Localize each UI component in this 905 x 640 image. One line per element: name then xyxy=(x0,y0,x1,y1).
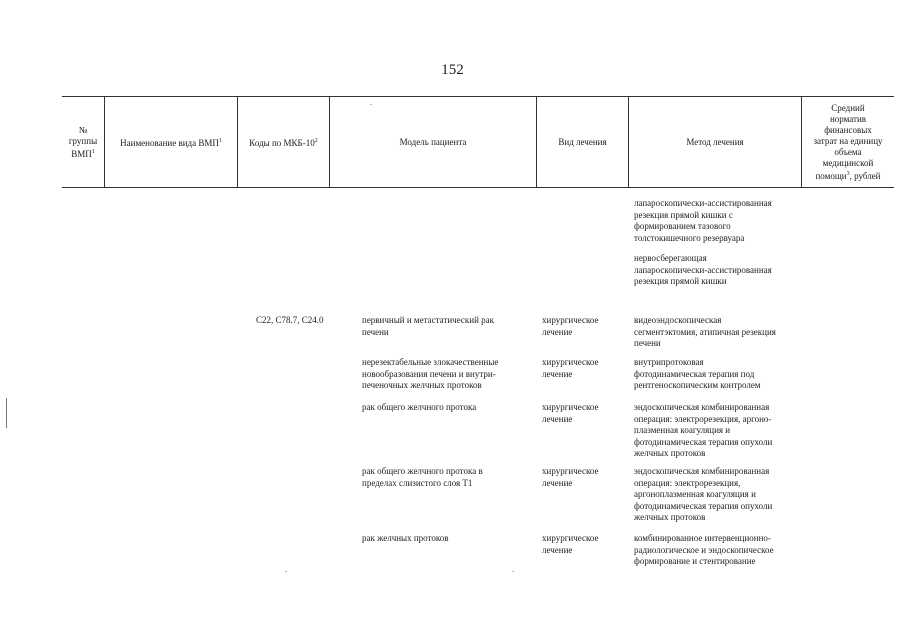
text-line: лечение xyxy=(542,326,573,337)
text-line: печени xyxy=(634,338,661,348)
footnote-mark: 2 xyxy=(314,137,318,144)
text-line: нервосберегающая xyxy=(634,253,707,263)
text-line: фотодинамическая терапия под xyxy=(634,368,755,379)
text-line: лапароскопически-ассистированная xyxy=(634,264,772,275)
header-group-number-line: № xyxy=(78,124,88,135)
text-line: плазменная коагуляция и xyxy=(634,425,731,435)
header-group-number-line: группы xyxy=(68,135,98,146)
text-line: рак желчных протоков xyxy=(362,533,449,543)
header-treatment-method-text: Метод лечения xyxy=(686,136,744,147)
method-cell xyxy=(634,466,772,524)
text-line: фотодинамическая терапия опухоли xyxy=(634,436,773,447)
text-line: фотодинамическая терапия опухоли xyxy=(634,500,773,511)
method-cell xyxy=(634,315,776,350)
text-line: хирургическое xyxy=(542,357,599,367)
text-line: лапароскопически-ассистированная xyxy=(634,198,772,208)
patient-model-cell xyxy=(362,357,498,392)
scan-speck xyxy=(512,571,514,572)
text-line: хирургическое xyxy=(542,466,599,476)
footnote-mark: 3 xyxy=(846,170,850,177)
text-line: печени xyxy=(362,326,389,337)
method-cell xyxy=(634,198,772,244)
icd-codes-cell: C22, C78.7, C24.0 xyxy=(256,315,324,325)
text-line: нерезектабельные злокачественные xyxy=(362,357,499,367)
header-avg-norm-line: медицинской xyxy=(822,157,874,168)
header-vmp-name-text: Наименование вида ВМП xyxy=(120,137,219,148)
treatment-type-cell xyxy=(542,466,598,489)
text-line: желчных протоков xyxy=(634,448,706,458)
header-avg-norm-line: финансовых xyxy=(824,124,872,135)
text-line: лечение xyxy=(542,368,573,379)
text-line: формированием тазового xyxy=(634,221,731,231)
scan-speck xyxy=(370,104,372,105)
text-line: толстокишечного резервуара xyxy=(634,232,745,243)
text-line: формирование и стентирование xyxy=(634,556,756,566)
text-line: резекция прямой кишки xyxy=(634,276,727,286)
patient-model-cell xyxy=(362,315,494,338)
method-cell xyxy=(634,253,772,288)
text-line: лечение xyxy=(542,477,573,488)
text-line: первичный и метастатический рак xyxy=(362,315,495,325)
treatment-type-cell xyxy=(542,402,598,425)
method-cell xyxy=(634,533,774,568)
patient-model-cell xyxy=(362,402,476,414)
footnote-mark: 1 xyxy=(218,137,222,144)
method-cell xyxy=(634,402,772,460)
treatment-type-cell xyxy=(542,533,598,556)
text-line: эндоскопическая комбинированная xyxy=(634,466,770,476)
patient-model-cell xyxy=(362,533,449,545)
footnote-mark: 1 xyxy=(91,148,95,155)
treatment-type-cell xyxy=(542,357,598,380)
text-line: видеоэндоскопическая xyxy=(634,315,722,325)
header-treatment-type-text: Вид лечения xyxy=(558,136,607,147)
text-line: радиологическое и эндоскопическое xyxy=(634,544,774,555)
header-avg-norm-line: затрат на единицу xyxy=(813,135,883,146)
text-line: печеночных желчных протоков xyxy=(362,380,482,390)
header-avg-norm-line: Средний xyxy=(831,102,865,113)
page-number: 152 xyxy=(441,62,464,78)
text-line: внутрипротоковая xyxy=(634,357,704,367)
text-line: резекция прямой кишки с xyxy=(634,209,733,220)
header-avg-norm-line: норматив xyxy=(829,113,867,124)
text-line: хирургическое xyxy=(542,315,599,325)
header-avg-norm-tail: , рублей xyxy=(849,170,881,181)
header-avg-norm-line: объема xyxy=(834,146,862,157)
scan-speck xyxy=(285,571,287,572)
header-patient-model-text: Модель пациента xyxy=(399,136,467,147)
text-line: сегментэктомия, атипичная резекция xyxy=(634,326,776,337)
header-avg-norm-text: помощи xyxy=(815,170,847,181)
text-line: аргоноплазменная коагуляция и xyxy=(634,489,756,499)
method-cell xyxy=(634,357,761,392)
text-line: хирургическое xyxy=(542,533,599,543)
text-line: операция: электрорезекция, xyxy=(634,477,741,488)
patient-model-cell xyxy=(362,466,483,489)
treatment-type-cell xyxy=(542,315,598,338)
text-line: новообразования печени и внутри- xyxy=(362,368,496,379)
text-line: хирургическое xyxy=(542,402,599,412)
text-line: рентгеноскопическим контролем xyxy=(634,380,761,390)
text-line: эндоскопическая комбинированная xyxy=(634,402,770,412)
header-icd-codes-text: Коды по МКБ-10 xyxy=(249,137,315,148)
text-line: рак общего желчного протока xyxy=(362,402,477,412)
text-line: лечение xyxy=(542,413,573,424)
text-line: лечение xyxy=(542,544,573,555)
text-line: рак общего желчного протока в xyxy=(362,466,483,476)
text-line: комбинированное интервенционно- xyxy=(634,533,771,543)
text-line: пределах слизистого слоя Т1 xyxy=(362,477,473,488)
scan-margin-mark xyxy=(6,398,7,428)
text-line: операция: электрорезекция, аргоно- xyxy=(634,413,772,424)
text-line: желчных протоков xyxy=(634,512,706,522)
header-group-number-text: ВМП xyxy=(71,148,92,159)
